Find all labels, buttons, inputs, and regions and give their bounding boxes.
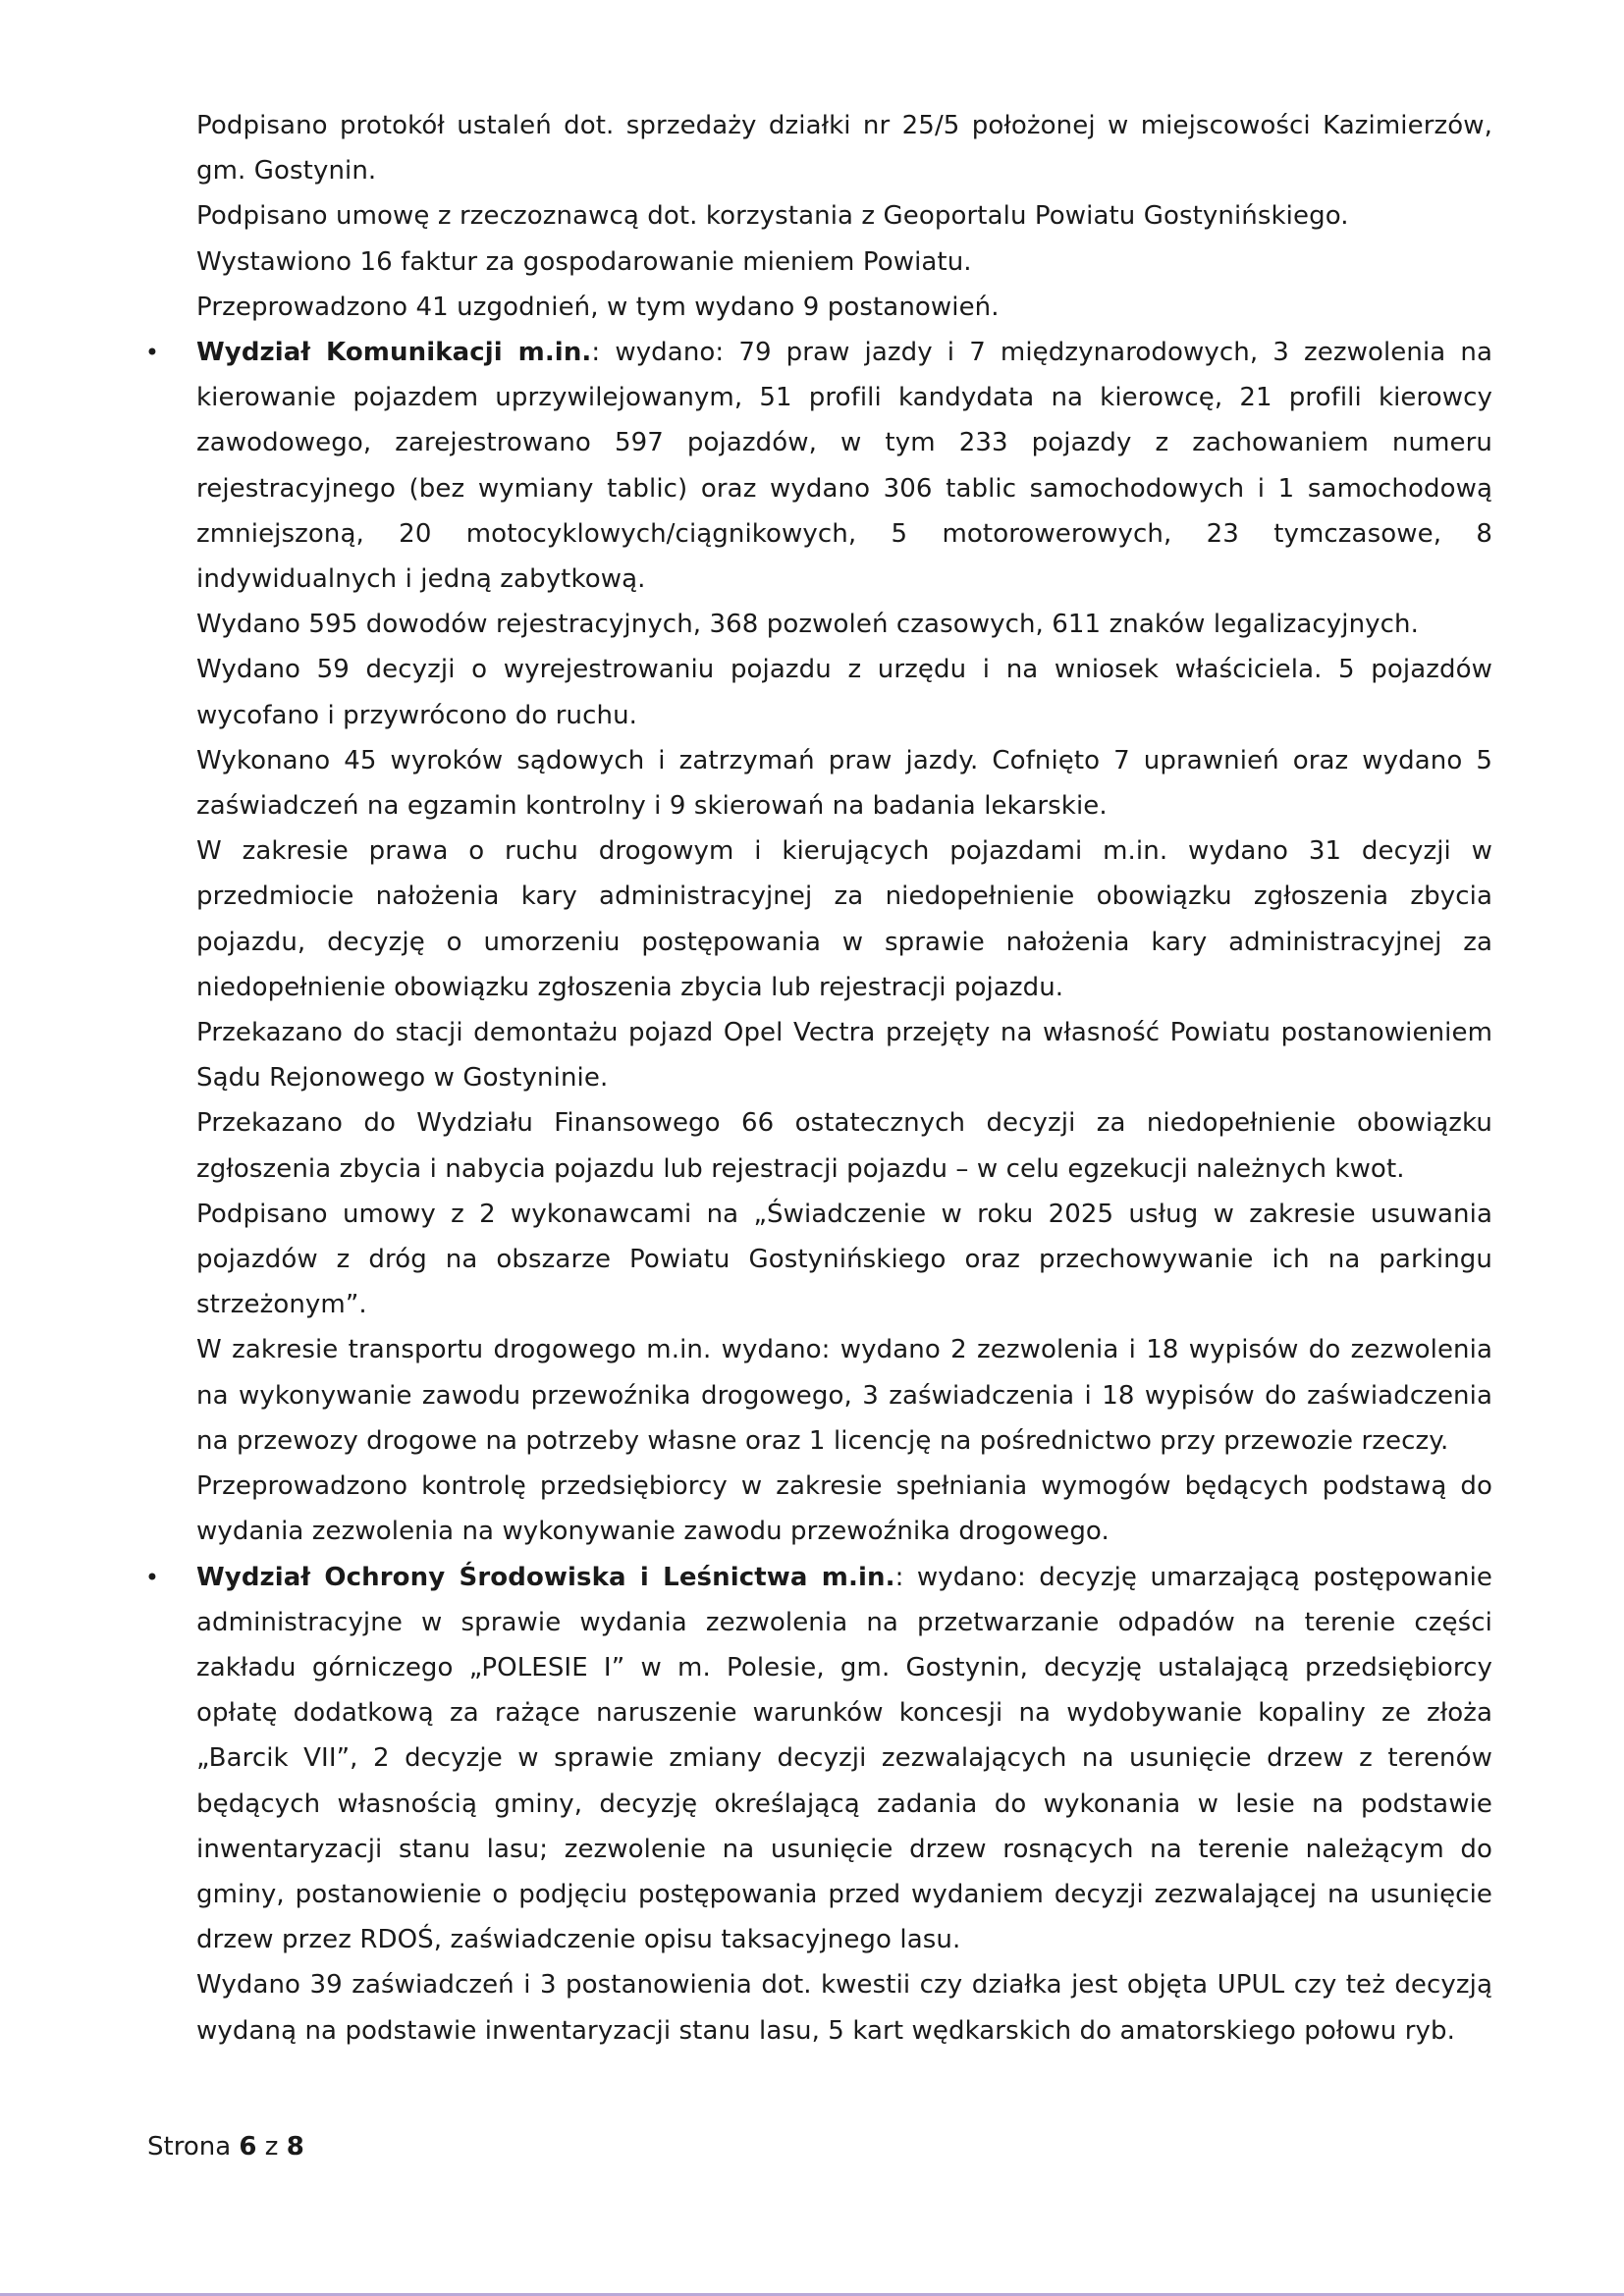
komunikacja-paragraph: Podpisano umowy z 2 wykonawcami na „Świadczenie w roku 2025 usług w zakresie usuwania pojazdów z dróg na obszarze Powiatu Gostynińskiego oraz przechowywanie ich na parkingu strzeżonym”. xyxy=(196,1199,1492,1320)
footer-page-number: 6 xyxy=(239,2132,257,2162)
paragraph-intro-4: Przeprowadzono 41 uzgodnień, w tym wydano 9 postanowień. xyxy=(196,292,1000,322)
document-body xyxy=(144,103,1492,2054)
komunikacja-paragraph: W zakresie prawa o ruchu drogowym i kierujących pojazdami m.in. wydano 31 decyzji w przedmiocie nałożenia kary administracyjnej za niedopełnienie obowiązku zgłoszenia zbycia pojazdu, decyzję o umorzeniu postępowania w sprawie nałożenia kary administracyjnej za niedopełnienie obowiązku zgłoszenia zbycia lub rejestracji pojazdu. xyxy=(196,836,1492,1002)
page-footer xyxy=(147,2132,304,2162)
footer-separator: z xyxy=(256,2132,287,2162)
paragraph-intro-3: Wystawiono 16 faktur za gospodarowanie mieniem Powiatu. xyxy=(196,246,972,277)
section-srodowisko xyxy=(144,1555,1492,1963)
komunikacja-paragraph: Wykonano 45 wyroków sądowych i zatrzymań praw jazdy. Cofnięto 7 uprawnień oraz wydano 5 zaświadczeń na egzamin kontrolny i 9 skierowań na badania lekarskie. xyxy=(196,745,1492,822)
komunikacja-paragraph: Przekazano do Wydziału Finansowego 66 ostatecznych decyzji za niedopełnienie obowiązku zgłoszenia zbycia i nabycia pojazdu lub rejestracji pojazdu – w celu egzekucji należnych kwot. xyxy=(196,1108,1492,1184)
komunikacja-paragraph: Przekazano do stacji demontażu pojazd Opel Vectra przejęty na własność Powiatu postanowieniem Sądu Rejonowego w Gostyninie. xyxy=(196,1018,1492,1094)
footer-prefix: Strona xyxy=(147,2132,240,2162)
komunikacja-paragraph: Wydano 59 decyzji o wyrejestrowaniu pojazdu z urzędu i na wniosek właściciela. 5 pojazdów wycofano i przywrócono do ruchu. xyxy=(196,655,1492,730)
bullet-icon: • xyxy=(144,1563,160,1591)
section-komunikacja-heading: Wydział Komunikacji m.in. xyxy=(196,338,592,368)
paragraph-intro-2: Podpisano umowę z rzeczoznawcą dot. korzystania z Geoportalu Powiatu Gostynińskiego. xyxy=(196,201,1349,232)
komunikacja-paragraph: Przeprowadzono kontrolę przedsiębiorcy w zakresie spełniania wymogów będących podstawą do wydania zezwolenia na wykonywanie zawodu przewoźnika drogowego. xyxy=(196,1471,1492,1547)
section-srodowisko-lead-text: : wydano: decyzję umarzającą postępowanie administracyjne w sprawie wydania zezwolenia na przetwarzanie odpadów na terenie części zakładu górniczego „POLESIE I” w m. Polesie, gm. Gostynin, decyzję ustalającą przedsiębiorcy opłatę dodatkową za rażące naruszenie warunków koncesji na wydobywanie kopaliny ze złoża „Barcik VII”, 2 decyzje w sprawie zmiany decyzji zezwalających na usunięcie drzew z terenów będących własnością gminy, decyzję określającą zadania do wykonania w lesie na podstawie inwentaryzacji stanu lasu; zezwolenie na usunięcie drzew rosnących na terenie należącym do gminy, postanowienie o podjęciu postępowania przed wydaniem decyzji zezwalającej na usunięcie drzew przez RDOŚ, zaświadczenie opisu taksacyjnego lasu. xyxy=(196,1562,1492,1955)
section-komunikacja xyxy=(144,330,1492,602)
footer-page-total: 8 xyxy=(286,2132,304,2162)
srodowisko-paragraph: Wydano 39 zaświadczeń i 3 postanowienia dot. kwestii czy działka jest objęta UPUL czy też decyzją wydaną na podstawie inwentaryzacji stanu lasu, 5 kart wędkarskich do amatorskiego połowu ryb. xyxy=(196,1970,1492,2046)
komunikacja-paragraph: W zakresie transportu drogowego m.in. wydano: wydano 2 zezwolenia i 18 wypisów do zezwolenia na wykonywanie zawodu przewoźnika drogowego, 3 zaświadczenia i 18 wypisów do zaświadczenia na przewozy drogowe na potrzeby własne oraz 1 licencję na pośrednictwo przy przewozie rzeczy. xyxy=(196,1335,1492,1456)
section-komunikacja-lead-text: : wydano: 79 praw jazdy i 7 międzynarodowych, 3 zezwolenia na kierowanie pojazdem uprzywilejowanym, 51 profili kandydata na kierowcę, 21 profili kierowcy zawodowego, zarejestrowano 597 pojazdów, w tym 233 pojazdy z zachowaniem numeru rejestracyjnego (bez wymiany tablic) oraz wydano 306 tablic samochodowych i 1 samochodową zmniejszoną, 20 motocyklowych/ciągnikowych, 5 motorowerowych, 23 tymczasowe, 8 indywidualnych i jedną zabytkową. xyxy=(196,338,1492,595)
bullet-icon: • xyxy=(144,339,160,367)
section-srodowisko-lead xyxy=(196,1555,1492,1963)
paragraph-intro-1: Podpisano protokół ustaleń dot. sprzedaży działki nr 25/5 położonej w miejscowości Kazimierzów, gm. Gostynin. xyxy=(196,111,1492,187)
komunikacja-paragraph: Wydano 595 dowodów rejestracyjnych, 368 pozwoleń czasowych, 611 znaków legalizacyjnych. xyxy=(196,610,1419,640)
section-komunikacja-lead xyxy=(196,330,1492,602)
section-srodowisko-heading: Wydział Ochrony Środowiska i Leśnictwa m.in. xyxy=(196,1562,895,1592)
